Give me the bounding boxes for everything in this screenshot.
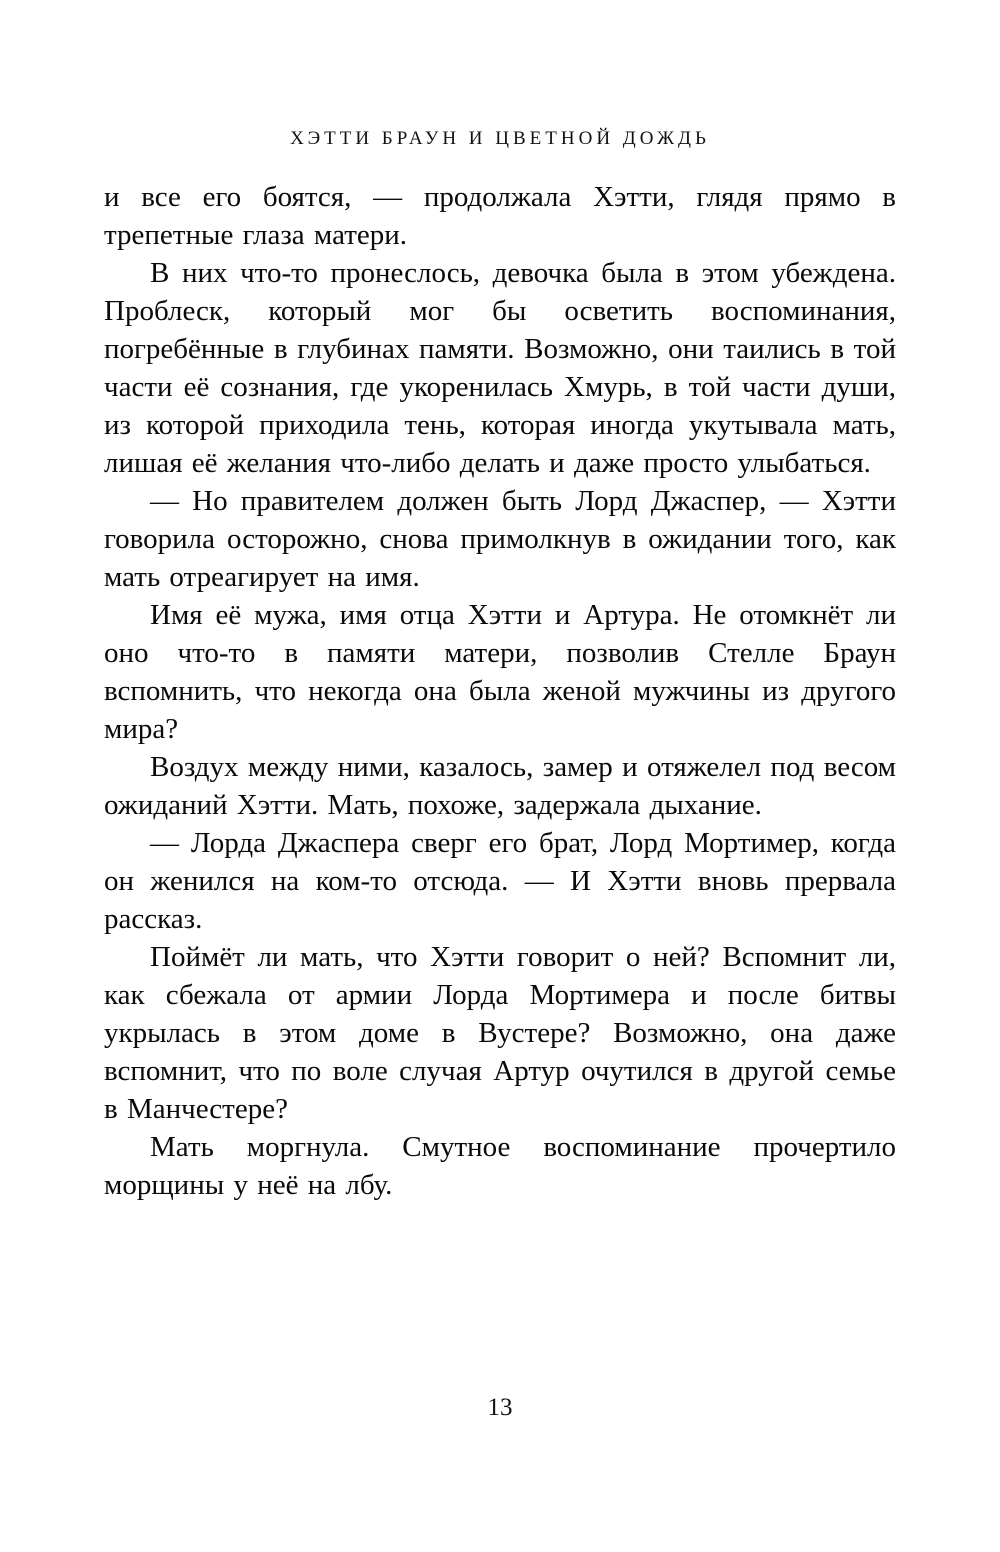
paragraph: — Но правителем должен быть Лорд Джаспер, — Хэтти говорила осторожно, снова примолкнув в ожидании того, как мать отреагирует на имя. (104, 485, 896, 593)
paragraph: — Лорда Джаспера сверг его брат, Лорд Мортимер, когда он женился на ком-то отсюда. — И Хэтти вновь прервала рассказ. (104, 827, 896, 935)
paragraph: Воздух между ними, казалось, замер и отяжелел под весом ожиданий Хэтти. Мать, похоже, задержала дыхание. (104, 751, 896, 821)
paragraph: и все его боятся, — продолжала Хэтти, глядя прямо в трепетные глаза матери. (104, 181, 896, 251)
page-body-text (104, 178, 896, 1204)
paragraph: В них что-то пронеслось, девочка была в этом убеждена. Проблеск, который мог бы осветить воспоминания, погребённые в глубинах памяти. Возможно, они таились в той части её сознания, где укоренилась Хмурь, в той части души, из которой приходила тень, которая иногда укутывала мать, лишая её желания что-либо делать и даже просто улыбаться. (104, 257, 896, 479)
paragraph: Поймёт ли мать, что Хэтти говорит о ней? Вспомнит ли, как сбежала от армии Лорда Мортимера и после битвы укрылась в этом доме в Вустере? Возможно, она даже вспомнит, что по воле случая Артур очутился в другой семье в Манчестере? (104, 941, 896, 1125)
page-number: 13 (487, 1394, 513, 1421)
paragraph: Мать моргнула. Смутное воспоминание прочертило морщины у неё на лбу. (104, 1131, 896, 1201)
running-header-book-title: ХЭТТИ БРАУН И ЦВЕТНОЙ ДОЖДЬ (290, 128, 710, 149)
paragraph: Имя её мужа, имя отца Хэтти и Артура. Не отомкнёт ли оно что-то в памяти матери, позволив Стелле Браун вспомнить, что некогда она была женой мужчины из другого мира? (104, 599, 896, 745)
